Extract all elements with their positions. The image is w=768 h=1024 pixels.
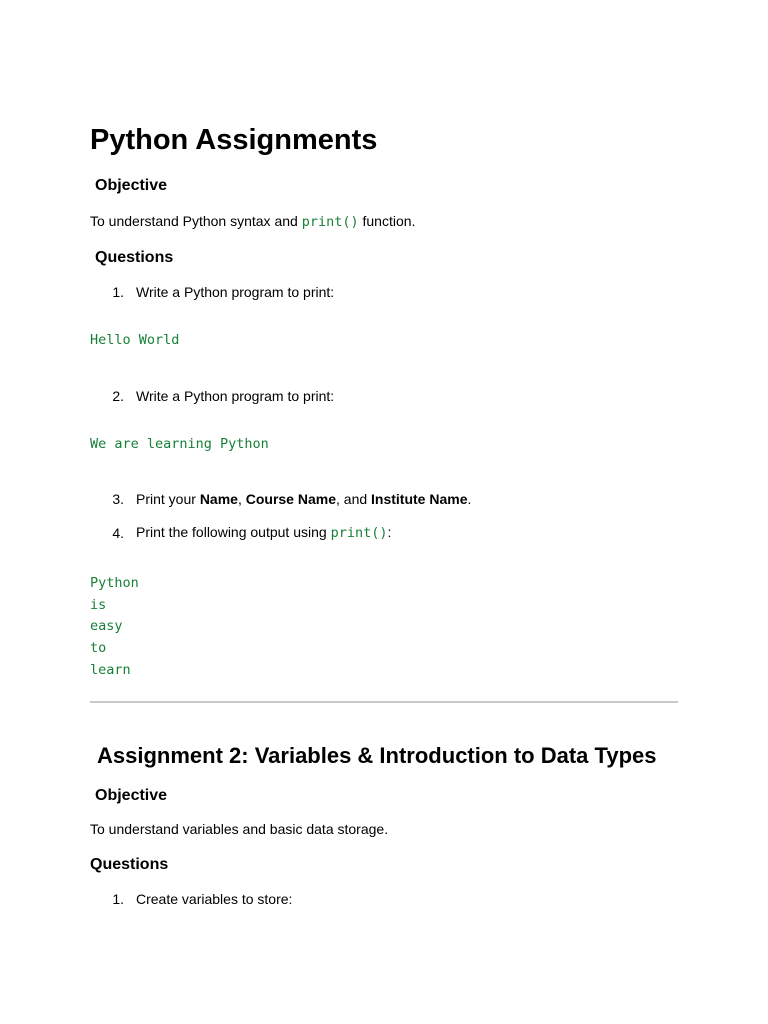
code-block-multiline bbox=[90, 573, 139, 682]
list-number: 1. bbox=[112, 891, 124, 907]
page-title: Python Assignments bbox=[90, 124, 378, 156]
objective-text-post: function. bbox=[358, 213, 416, 229]
objective-heading: Objective bbox=[95, 177, 168, 194]
code-block-learning-python: We are learning Python bbox=[90, 436, 269, 452]
questions-heading: Questions bbox=[95, 249, 174, 266]
question-text: Write a Python program to print: bbox=[136, 284, 335, 300]
q4-post: : bbox=[387, 524, 392, 540]
objective-text bbox=[90, 213, 415, 230]
q3-bold-institute: Institute Name bbox=[371, 491, 468, 507]
q3-pre: Print your bbox=[136, 491, 200, 507]
q3-sep2: , and bbox=[336, 491, 372, 507]
q3-sep1: , bbox=[237, 491, 246, 507]
inline-code-print: print() bbox=[330, 525, 388, 541]
question-text: Create variables to store: bbox=[136, 891, 293, 907]
list-number: 1. bbox=[112, 284, 124, 300]
list-number: 4. bbox=[112, 525, 124, 541]
code-block-hello-world: Hello World bbox=[90, 332, 180, 348]
question-text bbox=[136, 491, 471, 507]
q4-pre: Print the following output using bbox=[136, 524, 331, 540]
objective-text-pre: To understand Python syntax and bbox=[90, 213, 302, 229]
code-line: easy bbox=[90, 618, 123, 635]
code-line: learn bbox=[90, 661, 131, 678]
horizontal-divider bbox=[90, 701, 678, 703]
inline-code-print: print() bbox=[301, 214, 359, 230]
q3-bold-name: Name bbox=[199, 491, 238, 507]
code-line: Python bbox=[90, 575, 139, 591]
q3-bold-course: Course Name bbox=[245, 491, 336, 507]
objective-text: To understand variables and basic data storage. bbox=[90, 821, 389, 837]
list-number: 2. bbox=[112, 388, 124, 404]
code-line: is bbox=[90, 596, 107, 613]
question-text: Write a Python program to print: bbox=[136, 388, 335, 404]
code-line: to bbox=[90, 640, 107, 657]
questions-heading: Questions bbox=[90, 856, 169, 873]
q3-post: . bbox=[467, 491, 472, 507]
question-text bbox=[136, 524, 391, 541]
list-number: 3. bbox=[112, 491, 124, 507]
assignment-2-heading: Assignment 2: Variables & Introduction to Data Types bbox=[97, 743, 657, 768]
objective-heading: Objective bbox=[95, 787, 168, 804]
